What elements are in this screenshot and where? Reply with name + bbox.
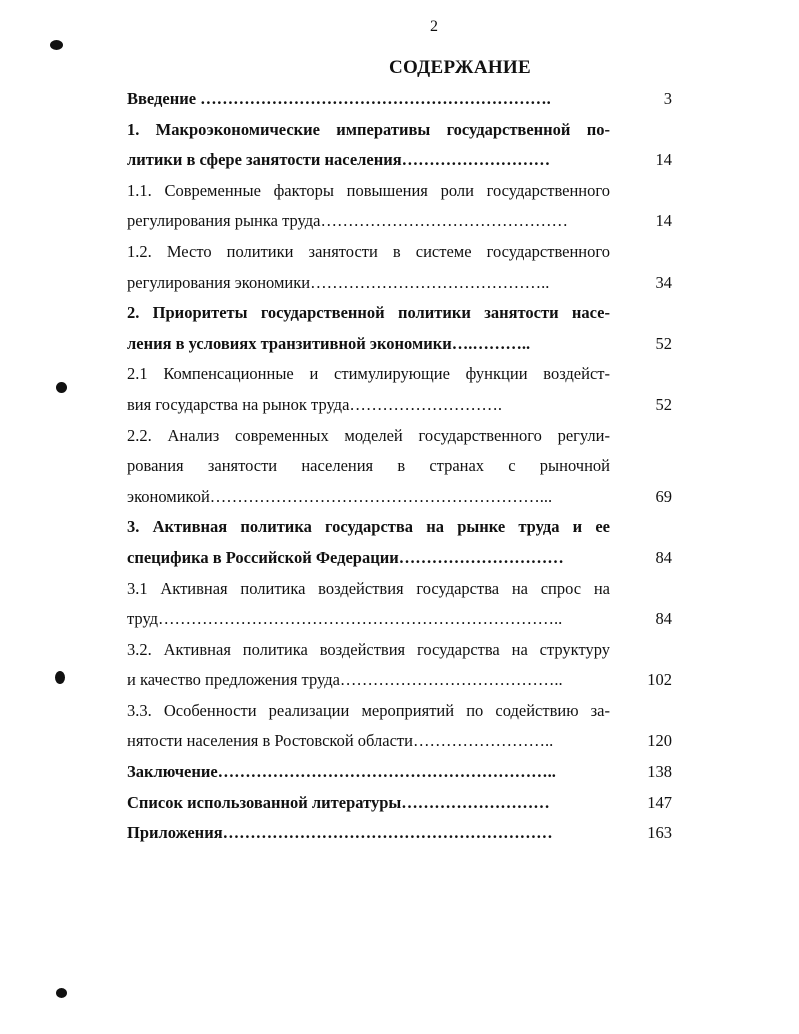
toc-entry bbox=[127, 115, 672, 176]
toc-entry-line: 3.2. Активная политика воздействия государства на структуру bbox=[127, 639, 610, 659]
toc-page-number: 102 bbox=[647, 670, 672, 690]
toc-entry-line: литики в сфере занятости населения……………………… bbox=[127, 150, 551, 170]
toc-entry bbox=[127, 298, 672, 359]
toc-entry-line: регулирования экономики…………………………………….. bbox=[127, 272, 550, 292]
toc-entry bbox=[127, 237, 672, 298]
toc-entry-line: регулирования рынка труда……………………………………… bbox=[127, 211, 568, 231]
toc-entry-line: труд……………………………………………………………….. bbox=[127, 609, 563, 629]
page-title: СОДЕРЖАНИЕ bbox=[389, 57, 531, 78]
toc-entry-line: Заключение…………………………………………………….. bbox=[127, 762, 556, 782]
toc-entry-line: 2.1 Компенсационные и стимулирующие функции воздейст- bbox=[127, 364, 610, 384]
toc-entry bbox=[127, 818, 672, 849]
toc-entry bbox=[127, 421, 672, 513]
scan-speck bbox=[56, 988, 67, 998]
toc-page-number: 84 bbox=[655, 609, 672, 629]
toc-page-number: 3 bbox=[663, 89, 672, 108]
toc-page-number: 163 bbox=[647, 823, 672, 843]
toc-entry-line: Введение ………………………………………………………. bbox=[127, 89, 551, 108]
toc-page-number: 34 bbox=[655, 272, 672, 292]
table-of-contents bbox=[127, 84, 672, 849]
toc-entry-line: 3.1 Активная политика воздействия государства на спрос на bbox=[127, 578, 610, 598]
toc-page-number: 52 bbox=[655, 333, 672, 353]
toc-entry-line: специфика в Российской Федерации………………………… bbox=[127, 547, 564, 567]
toc-entry bbox=[127, 359, 672, 420]
toc-page-number: 147 bbox=[647, 792, 672, 812]
toc-entry-line: 3.3. Особенности реализации мероприятий по содействию за- bbox=[127, 700, 610, 720]
toc-entry-line: и качество предложения труда………………………………….. bbox=[127, 670, 563, 690]
toc-entry bbox=[127, 788, 672, 819]
toc-entry bbox=[127, 574, 672, 635]
toc-entry-line: ления в условиях транзитивной экономики….……….. bbox=[127, 333, 531, 353]
toc-page-number: 138 bbox=[647, 762, 672, 782]
toc-entry-line: рования занятости населения в странах с рыночной bbox=[127, 456, 610, 476]
toc-entry bbox=[127, 512, 672, 573]
toc-entry bbox=[127, 696, 672, 757]
scan-speck bbox=[55, 671, 65, 684]
toc-page-number: 14 bbox=[655, 150, 672, 170]
toc-page-number: 14 bbox=[655, 211, 672, 231]
toc-page-number: 69 bbox=[655, 486, 672, 506]
toc-entry-line: 1. Макроэкономические императивы государственной по- bbox=[127, 119, 610, 139]
toc-entry-line: Приложения…………………………………………………… bbox=[127, 823, 553, 843]
page-number: 2 bbox=[430, 18, 438, 35]
toc-entry-line: 1.1. Современные факторы повышения роли государственного bbox=[127, 180, 610, 200]
toc-entry bbox=[127, 757, 672, 788]
toc-entry bbox=[127, 635, 672, 696]
toc-entry-line: экономикой……………………………………………………... bbox=[127, 486, 553, 506]
toc-entry bbox=[127, 84, 672, 115]
toc-page-number: 52 bbox=[655, 394, 672, 414]
toc-entry-line: 2.2. Анализ современных моделей государственного регули- bbox=[127, 425, 610, 445]
toc-page-number: 84 bbox=[655, 547, 672, 567]
toc-page-number: 120 bbox=[647, 731, 672, 751]
toc-entry-line: нятости населения в Ростовской области…………………….. bbox=[127, 731, 554, 751]
toc-entry-line: Список использованной литературы……………………… bbox=[127, 792, 550, 812]
scan-speck bbox=[50, 40, 63, 50]
scan-speck bbox=[56, 382, 67, 393]
toc-entry-line: 3. Активная политика государства на рынке труда и ее bbox=[127, 517, 610, 537]
toc-entry-line: 2. Приоритеты государственной политики занятости насе- bbox=[127, 303, 610, 323]
toc-entry-line: 1.2. Место политики занятости в системе государственного bbox=[127, 241, 610, 261]
toc-entry-line: вия государства на рынок труда………………………. bbox=[127, 394, 503, 414]
toc-entry bbox=[127, 176, 672, 237]
